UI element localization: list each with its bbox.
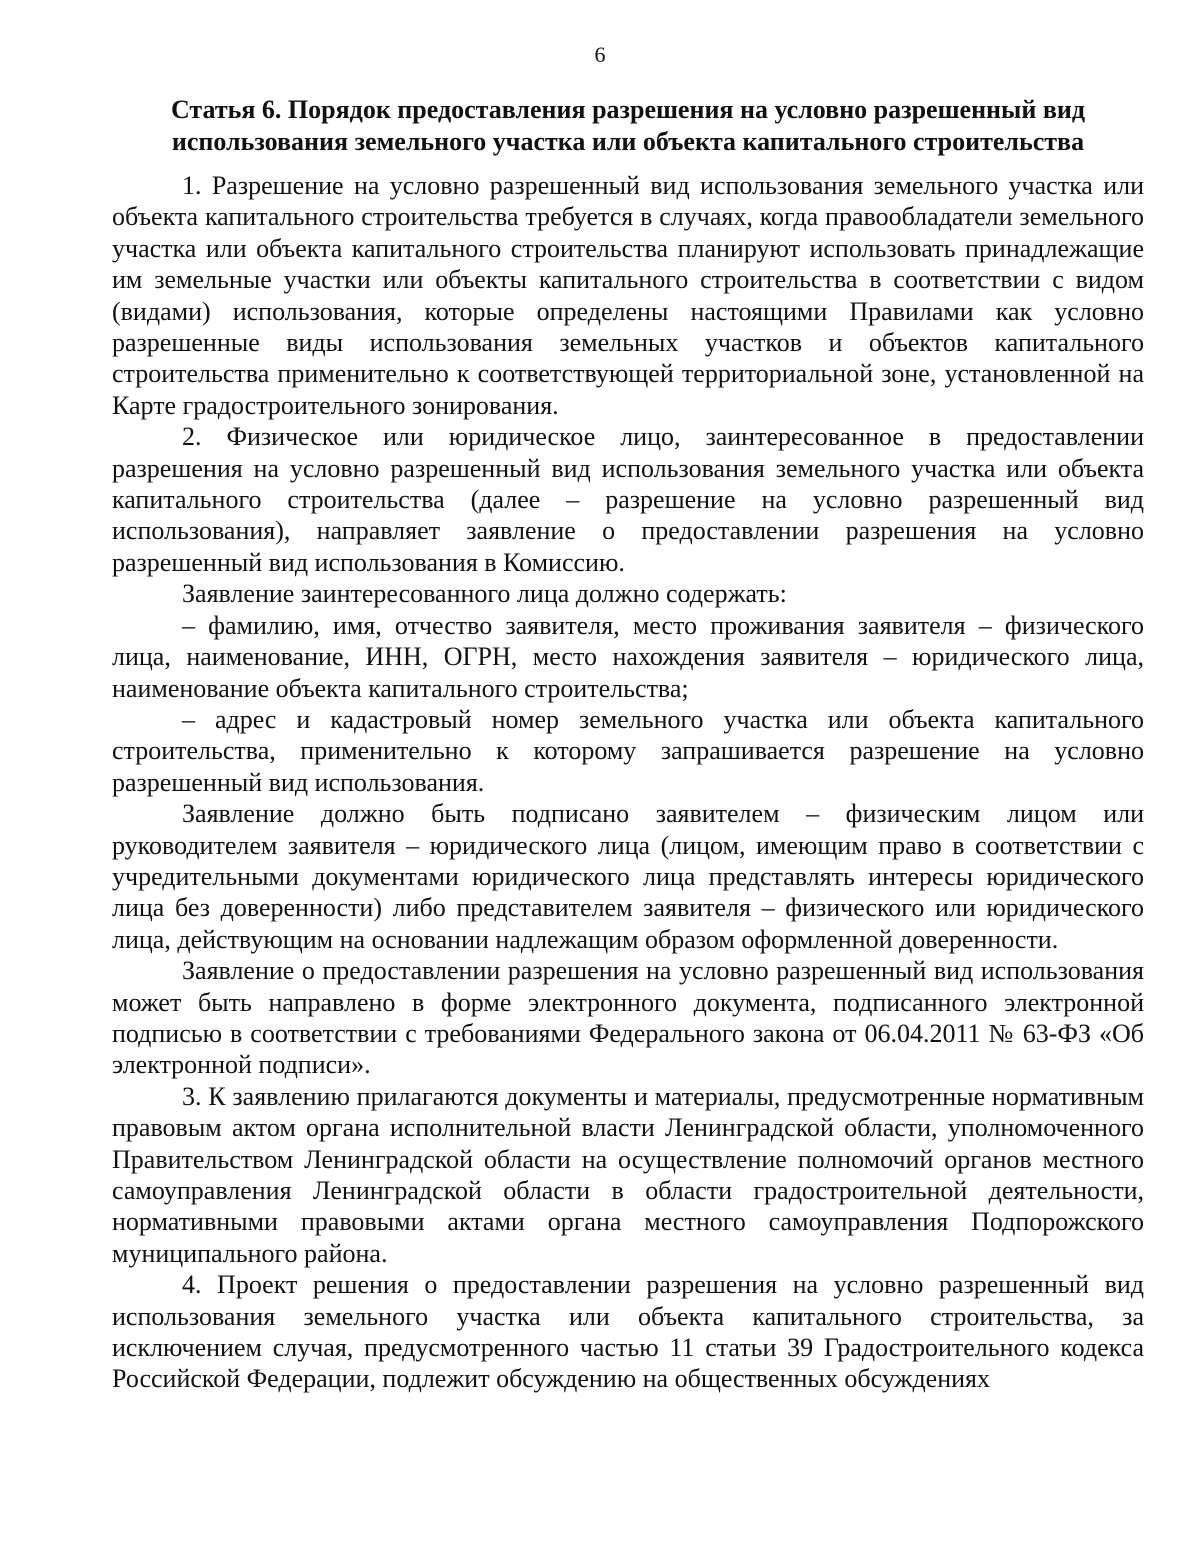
paragraph-clause-2: 2. Физическое или юридическое лицо, заинтересованное в предоставлении разрешения на условно разрешенный вид использования земельного участка или объекта капитального строительства (далее – разрешение на условно разрешенный вид использования), направляет заявление о предоставлении разрешения на условно разрешенный вид использования в Комиссию. xyxy=(112,422,1144,577)
article-heading-line-1: Статья 6. Порядок предоставления разрешения на условно разрешенный вид xyxy=(170,95,1085,124)
paragraph-clause-1: 1. Разрешение на условно разрешенный вид использования земельного участка или объекта капитального строительства требуется в случаях, когда правообладатели земельного участка или объекта капитального строительства планируют использовать принадлежащие им земельные участки или объекты капитального строительства в соответствии с видом (видами) использования, которые определены настоящими Правилами как условно разрешенные виды использования земельных участков и объектов капитального строительства применительно к соответствующей территориальной зоне, установленной на Карте градостроительного зонирования. xyxy=(112,171,1144,420)
paragraph-application-signature: Заявление должно быть подписано заявителем – физическим лицом или руководителем заявителя – юридического лица (лицом, имеющим право в соответствии с учредительными документами юридического лица представлять интересы юридического лица без доверенности) либо представителем заявителя – физического или юридического лица, действующим на основании надлежащим образом оформленной доверенности. xyxy=(112,799,1144,954)
paragraph-clause-4: 4. Проект решения о предоставлении разрешения на условно разрешенный вид использования земельного участка или объекта капитального строительства, за исключением случая, предусмотренного частью 11 статьи 39 Градостроительного кодекса Российской Федерации, подлежит обсуждению на общественных обсуждениях xyxy=(112,1270,1144,1394)
paragraph-application-item-2: – адрес и кадастровый номер земельного участка или объекта капитального строительства, применительно к которому запрашивается разрешение на условно разрешенный вид использования. xyxy=(112,704,1144,797)
paragraph-electronic-application: Заявление о предоставлении разрешения на условно разрешенный вид использования может быть направлено в форме электронного документа, подписанного электронной подписью в соответствии с требованиями Федерального закона от 06.04.2011 № 63-ФЗ «Об электронной подписи». xyxy=(112,956,1144,1080)
paragraph-clause-3: 3. К заявлению прилагаются документы и материалы, предусмотренные нормативным правовым актом органа исполнительной власти Ленинградской области, уполномоченного Правительством Ленинградской области на осуществление полномочий органов местного самоуправления Ленинградской области в области градостроительной деятельности, нормативными правовыми актами органа местного самоуправления Подпорожского муниципального района. xyxy=(112,1081,1144,1268)
article-body xyxy=(112,170,1144,1395)
article-heading xyxy=(112,94,1144,158)
article-heading-line-2: использования земельного участка или объекта капитального строительства xyxy=(171,127,1085,156)
paragraph-application-contents-intro: Заявление заинтересованного лица должно содержать: xyxy=(182,579,787,609)
paragraph-application-item-1: – фамилию, имя, отчество заявителя, место проживания заявителя – физического лица, наименование, ИНН, ОГРН, место нахождения заявителя – юридического лица, наименование объекта капитального строительства; xyxy=(112,610,1144,703)
page-number: 6 xyxy=(594,42,606,67)
